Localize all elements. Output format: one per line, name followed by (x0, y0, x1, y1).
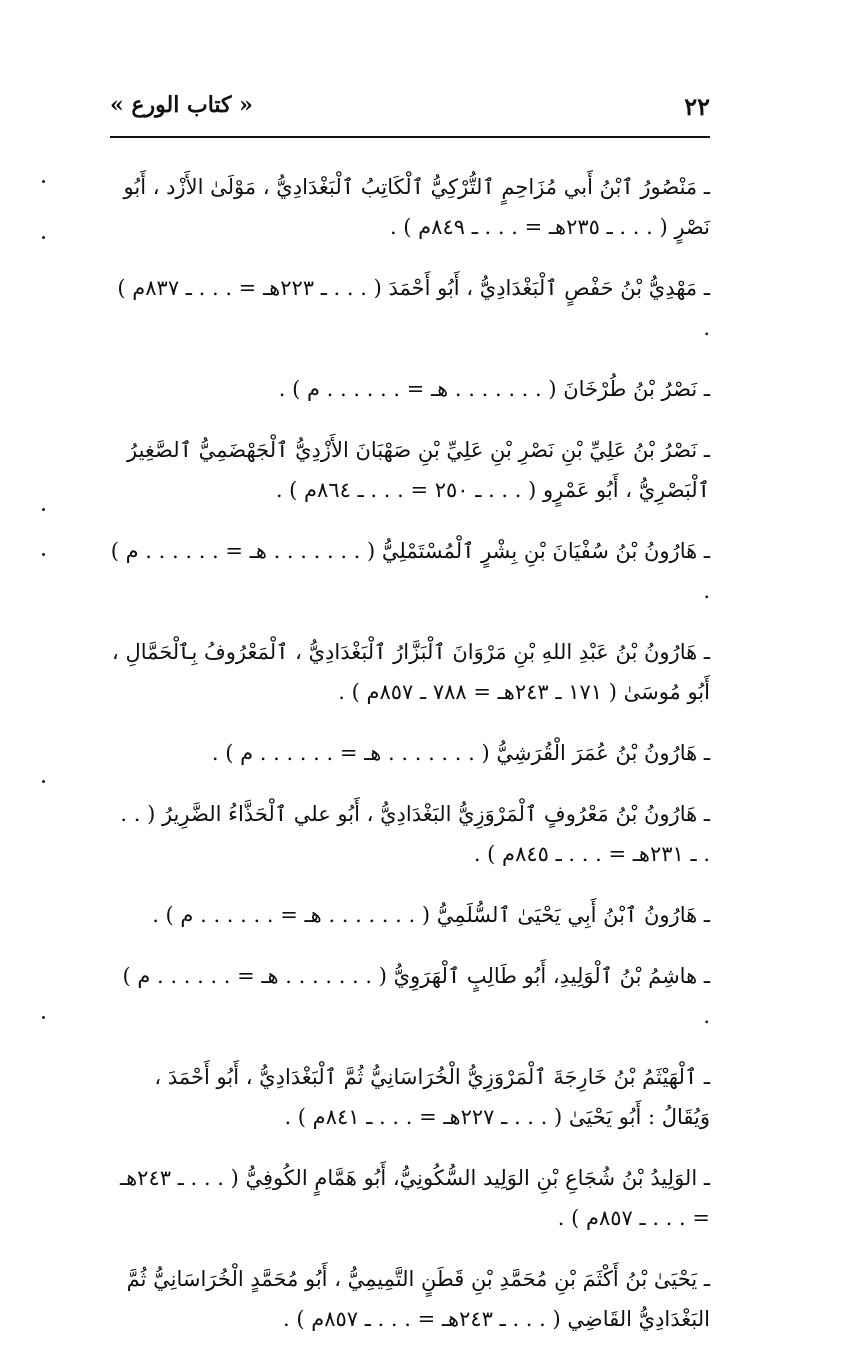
page-number: ٢٢ (684, 92, 710, 121)
entry-yahya: ـ يَحْيَىٰ بْنُ أَكْثَمَ بْنِ مُحَمَّدِ بْنِ قَطَنٍ التَّمِيمِيُّ ، أَبُو مُحَمَّدٍ الْخُرَاسَانِيُّ ثُمَّ البَغْدَادِيُّ القَاضِي ( . . . ـ ٢٤٣هـ = . . . ـ ٨٥٧م ) . (126, 1267, 710, 1331)
entry-mansur: ـ مَنْصُورُ ٱبْنُ أَبي مُزَاحِمٍ ٱلتُّرْكِيُّ ٱلْكَاتِبُ ٱلْبَغْدَادِيُّ ، مَوْلَىٰ الأَزْد ، أَبُو نَصْرٍ ( . . . ـ ٢٣٥هـ = . . . ـ ٨٤٩م ) . (123, 175, 710, 239)
entry-haytham: ـ ٱلْهَيْثَمُ بْنُ خَارِجَةَ ٱلْمَرْوَزِيُّ الْخُرَاسَانِيُّ ثُمَّ ٱلْبَغْدَادِيُّ ، أَبُو أَحْمَدَ ، وَيُقَالُ : أَبُو يَحْيَىٰ ( . . . ـ ٢٢٧هـ = . . . ـ ٨٤١م ) . (154, 1065, 710, 1129)
entry-nasr-tarkhan: ـ نَصْرُ بْنُ طُرْخَانَ ( . . . . . . . هـ = . . . . . . م ) . (278, 377, 710, 401)
running-title: « كتاب الورع » (110, 92, 253, 118)
entry-harun-sufyan: ـ هَارُونُ بْنُ سُفْيَانَ بْنِ بِشْرٍ ٱلْمُسْتَمْلِيُّ ( . . . . . . . هـ = . . . . . . م ) . (110, 539, 710, 603)
entry-harun-maruf: ـ هَارُونُ بْنُ مَعْرُوفٍ ٱلْمَرْوَزِيُّ البَغْدَادِيُّ ، أَبُو علي ٱلْحَذَّاءُ الضَّرِيرُ ( . . . ـ ٢٣١هـ = . . . ـ ٨٤٥م ) . (120, 802, 710, 866)
scan-speck (42, 508, 45, 511)
entry-walid: ـ الوَلِيدُ بْنُ شُجَاعِ بْنِ الوَلِيد السُّكُونِيُّ، أَبُو هَمَّامٍ الكُوفِيُّ ( . . . ـ ٢٤٣هـ = . . . ـ ٨٥٧م ) . (119, 1166, 710, 1230)
entry-nasr-ali: ـ نَصْرُ بْنُ عَلِيِّ بْنِ نَصْرِ بْنِ عَلِيِّ بْنِ صَهْبَانَ الأَزْدِيُّ ٱلْجَهْضَمِيُّ ٱلصَّغِيرُ ٱلْبَصْرِيُّ ، أَبُو عَمْرٍو ( . . . ـ ٢٥٠ = . . . ـ ٨٦٤م ) . (126, 438, 710, 502)
entries-list (110, 146, 710, 1349)
entry-harun-yahya: ـ هَارُونُ ٱبْنُ أَبِي يَحْيَىٰ ٱلسُّلَمِيُّ ( . . . . . . . هـ = . . . . . . م ) . (152, 903, 710, 927)
header-rule (110, 136, 710, 138)
entry-harun-umar: ـ هَارُونُ بْنُ عُمَرَ الْقُرَشِيُّ ( . . . . . . . هـ = . . . . . . م ) . (211, 741, 710, 765)
scan-speck (42, 236, 45, 239)
scan-speck (42, 780, 45, 783)
scan-speck (42, 180, 45, 183)
entry-hashim: ـ هاشِمُ بْنُ ٱلْوَلِيدِ، أَبُو طَالِبٍ ٱلْهَرَوِيُّ ( . . . . . . . هـ = . . . . . . م ) . (122, 964, 710, 1028)
scan-speck (42, 553, 45, 556)
entry-harun-abdullah: ـ هَارُونُ بْنُ عَبْدِ اللهِ بْنِ مَرْوَانَ ٱلْبَزَّارُ ٱلْبَغْدَادِيُّ ، ٱلْمَعْرُوفُ بِٱلْحَمَّالِ ، أَبُو مُوسَىٰ ( ١٧١ ـ ٢٤٣هـ = ٧٨٨ ـ ٨٥٧م ) . (111, 640, 710, 704)
entry-mahdi: ـ مَهْدِيُّ بْنُ حَفْصٍ ٱلْبَغْدَادِيُّ ، أَبُو أَحْمَدَ ( . . . ـ ٢٢٣هـ = . . . ـ ٨٣٧م ) . (117, 276, 710, 340)
scan-speck (42, 1016, 45, 1019)
page-header (110, 88, 710, 128)
